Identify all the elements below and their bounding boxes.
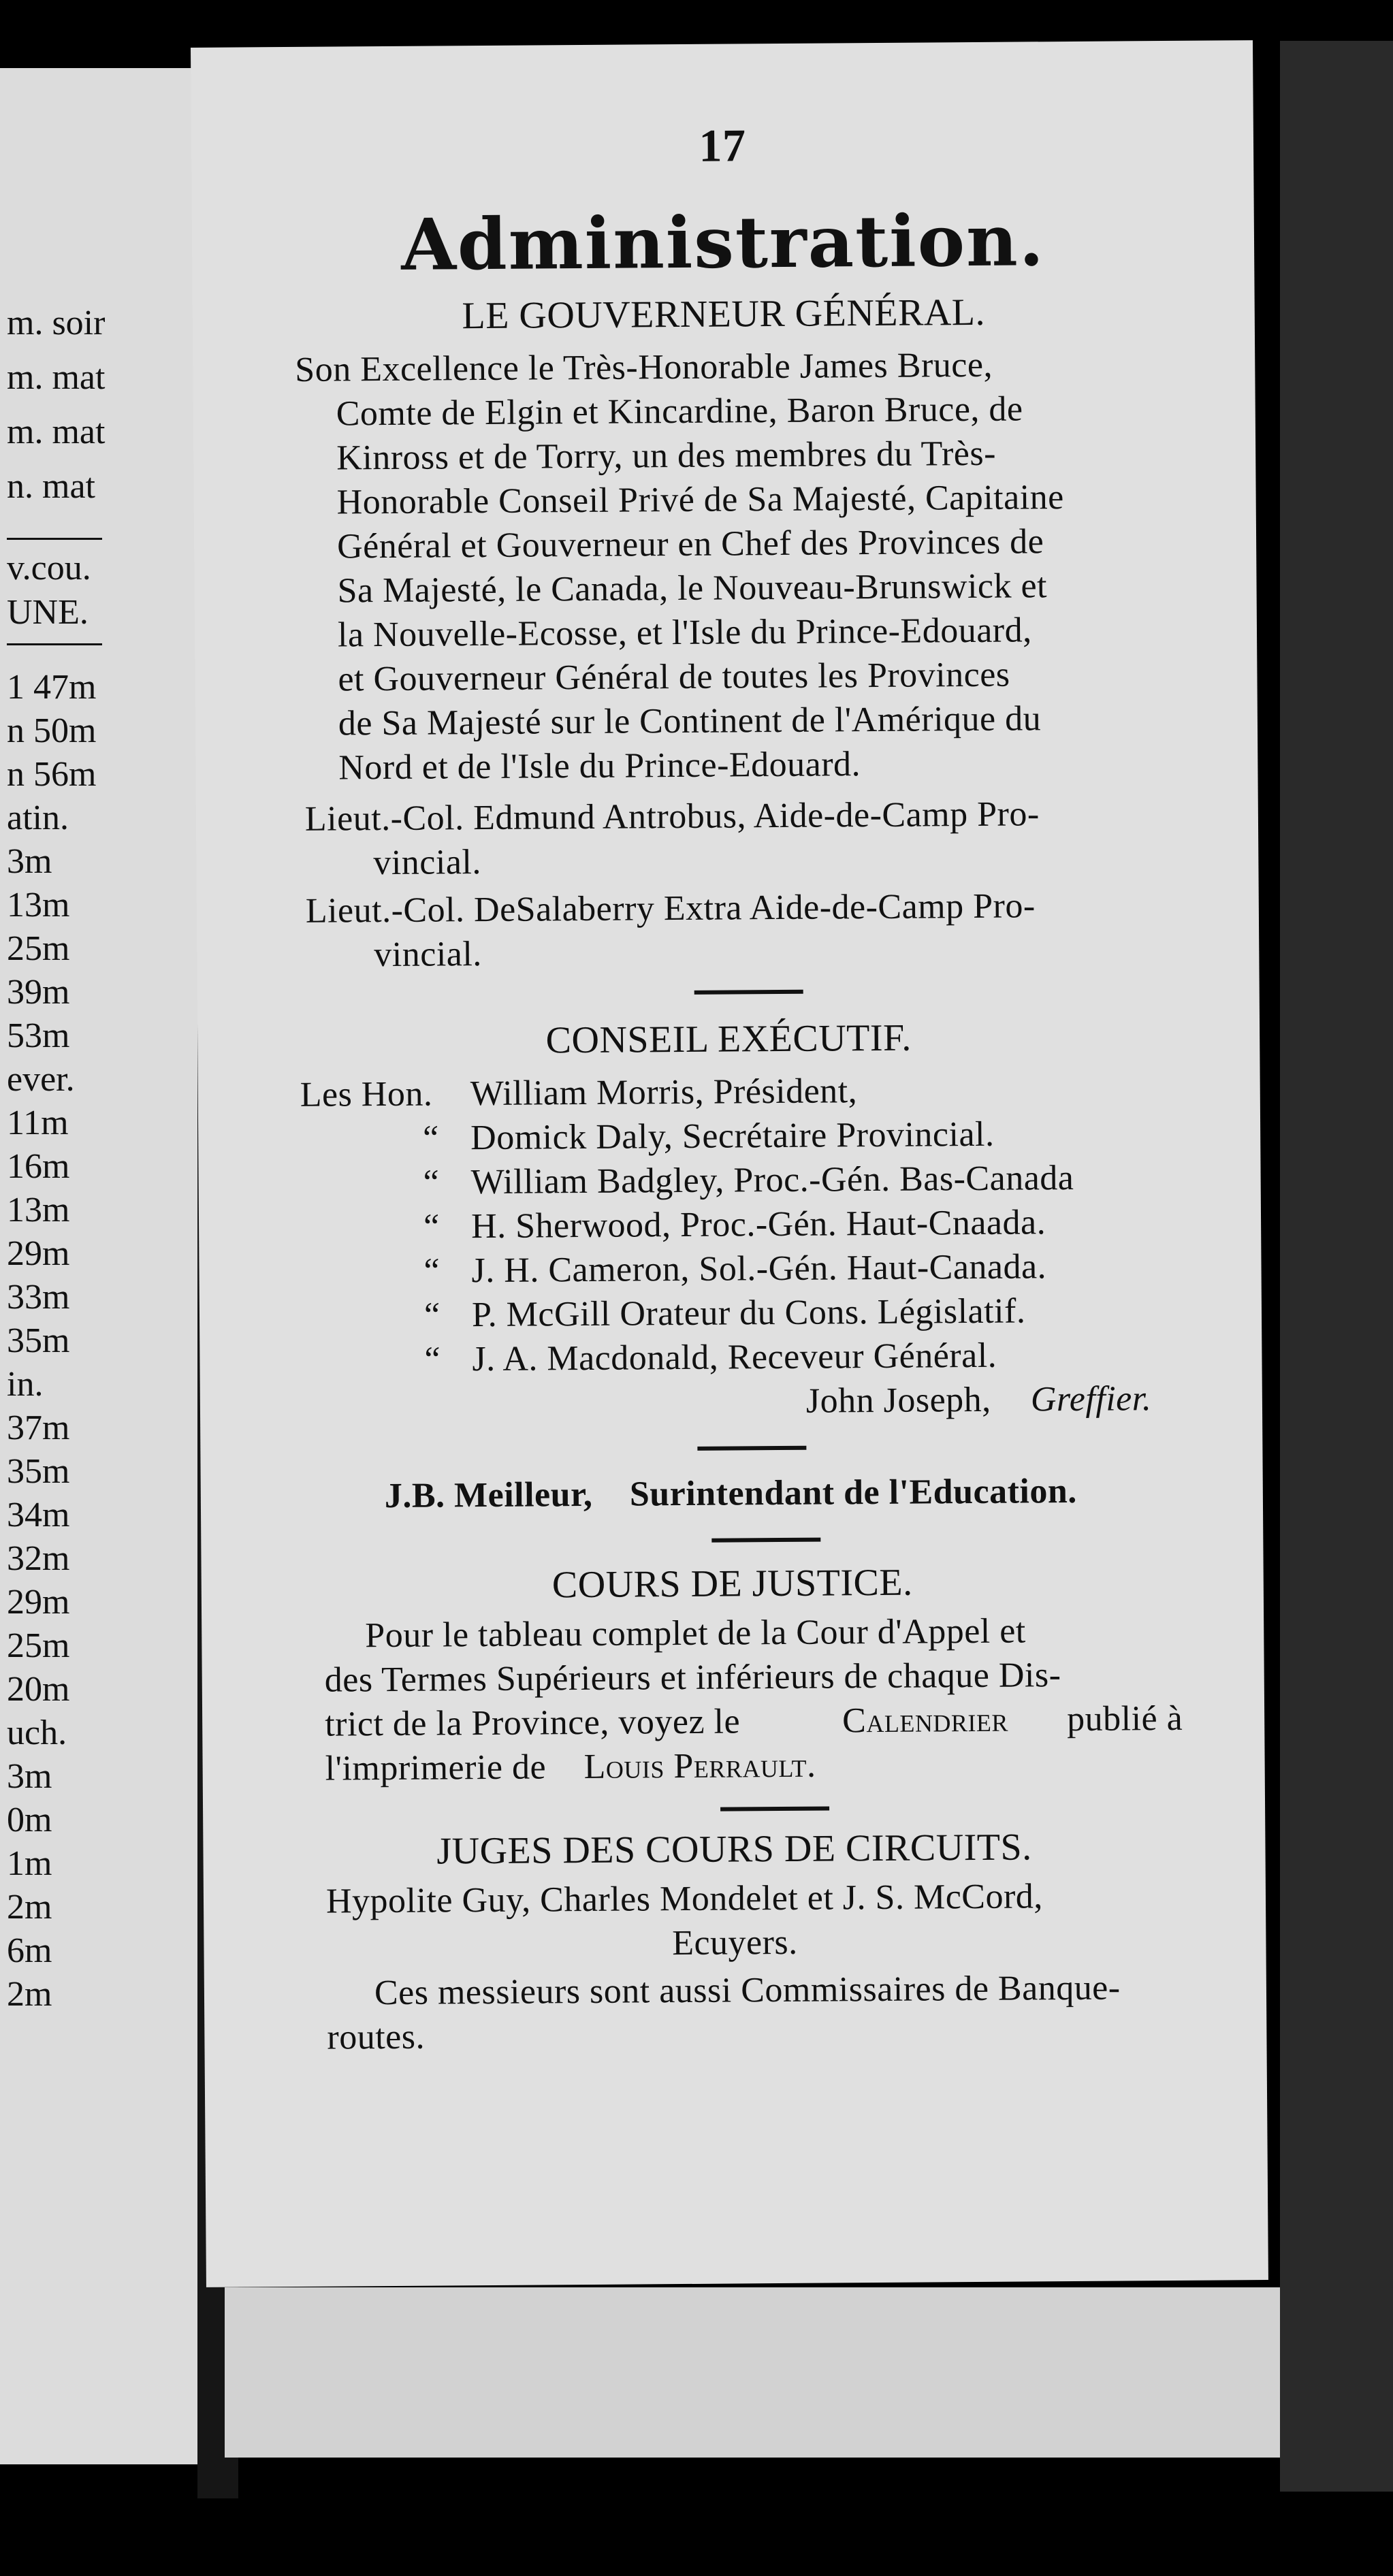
conseil-member: William Badgley, Proc.-Gén. Bas-Canada bbox=[470, 1158, 1074, 1202]
left-line: n 50m bbox=[7, 711, 97, 750]
greffier-title: Greffier. bbox=[1030, 1379, 1152, 1419]
left-line: uch. bbox=[7, 1713, 67, 1752]
conseil-member: Domick Daly, Secrétaire Provincial. bbox=[470, 1114, 995, 1158]
left-line: atin. bbox=[7, 799, 69, 837]
left-line: m. soir bbox=[7, 304, 106, 342]
left-line: 35m bbox=[7, 1452, 70, 1491]
left-line: 3m bbox=[7, 1757, 52, 1796]
left-line: 34m bbox=[7, 1496, 70, 1534]
left-line: 39m bbox=[7, 973, 70, 1012]
text-line: Comte de Elgin et Kincardine, Baron Bruce, de bbox=[336, 389, 1023, 434]
left-line: 0m bbox=[7, 1801, 52, 1839]
left-line: m. mat bbox=[7, 413, 106, 451]
left-line: 29m bbox=[7, 1583, 70, 1622]
calendrier-label: Calendrier bbox=[842, 1700, 1009, 1741]
text-line: Kinross et de Torry, un des membres du Très- bbox=[336, 434, 997, 478]
left-line: 25m bbox=[7, 1626, 70, 1665]
left-line: 3m bbox=[7, 842, 52, 881]
left-line: 13m bbox=[7, 1191, 70, 1229]
printer-name: Louis Perrault. bbox=[583, 1745, 816, 1787]
conseil-member: H. Sherwood, Proc.-Gén. Haut-Cnaada. bbox=[470, 1203, 1046, 1246]
left-rule bbox=[7, 538, 102, 540]
left-line: in. bbox=[7, 1365, 44, 1404]
page-title: Administration. bbox=[400, 198, 1046, 287]
text-line: de Sa Majesté sur le Continent de l'Amérique du bbox=[338, 699, 1042, 743]
left-line: 6m bbox=[7, 1931, 52, 1970]
ditto-mark: “ bbox=[422, 1118, 439, 1158]
text-line: Son Excellence le Très-Honorable James Bruce, bbox=[295, 345, 993, 389]
divider bbox=[697, 1446, 806, 1451]
left-line: 53m bbox=[7, 1016, 70, 1055]
aide-line: Lieut.-Col. DeSalaberry Extra Aide-de-Camp Pro- bbox=[305, 886, 1036, 931]
section-heading-juges: JUGES DES COURS DE CIRCUITS. bbox=[436, 1826, 1032, 1873]
ditto-mark: “ bbox=[424, 1340, 441, 1379]
ditto-mark: “ bbox=[423, 1163, 440, 1202]
education-title: Surintendant de l'Education. bbox=[629, 1471, 1077, 1514]
left-line: 32m bbox=[7, 1539, 70, 1578]
left-line: 2m bbox=[7, 1975, 52, 2014]
section-heading-conseil: CONSEIL EXÉCUTIF. bbox=[545, 1016, 912, 1062]
left-line: n. mat bbox=[7, 467, 95, 506]
aide-line: vincial. bbox=[373, 843, 482, 883]
text-line: l'imprimerie de bbox=[325, 1748, 547, 1788]
divider bbox=[694, 990, 803, 995]
left-line: 37m bbox=[7, 1408, 70, 1447]
text-line: Honorable Conseil Privé de Sa Majesté, Capitaine bbox=[336, 478, 1064, 522]
left-line: 1m bbox=[7, 1844, 52, 1883]
text-line: Nord et de l'Isle du Prince-Edouard. bbox=[338, 745, 861, 788]
section-heading-gouverneur: LE GOUVERNEUR GÉNÉRAL. bbox=[462, 291, 986, 338]
text-line: la Nouvelle-Ecosse, et l'Isle du Prince-Edouard, bbox=[337, 611, 1032, 655]
left-line: ever. bbox=[7, 1060, 75, 1099]
text-line: et Gouverneur Général de toutes les Provinces bbox=[338, 655, 1010, 699]
left-header: UNE. bbox=[7, 593, 89, 632]
conseil-member: P. McGill Orateur du Cons. Législatif. bbox=[471, 1291, 1026, 1335]
text-line: des Termes Supérieurs et inférieurs de chaque Dis- bbox=[324, 1656, 1061, 1700]
aide-line: Lieut.-Col. Edmund Antrobus, Aide-de-Camp Pro- bbox=[304, 794, 1040, 839]
main-page bbox=[191, 40, 1268, 2287]
text-line: Hypolite Guy, Charles Mondelet et J. S. McCord, bbox=[325, 1877, 1043, 1921]
page-fold bbox=[225, 2287, 1280, 2458]
left-line: m. mat bbox=[7, 358, 106, 397]
ditto-mark: “ bbox=[423, 1295, 441, 1335]
left-line: 13m bbox=[7, 886, 70, 924]
text-line: Ces messieurs sont aussi Commissaires de Banque- bbox=[374, 1968, 1121, 2013]
text-line: trict de la Province, voyez le bbox=[325, 1702, 741, 1744]
text-line: Ecuyers. bbox=[672, 1922, 798, 1963]
left-line: 20m bbox=[7, 1670, 70, 1709]
greffier-name: John Joseph, bbox=[805, 1380, 991, 1421]
page-number: 17 bbox=[699, 119, 746, 172]
book-edge bbox=[1280, 41, 1393, 2492]
left-line: 33m bbox=[7, 1278, 70, 1317]
text-line: Général et Gouverneur en Chef des Provinces de bbox=[336, 522, 1044, 566]
left-line: 29m bbox=[7, 1234, 70, 1273]
conseil-prefix: Les Hon. bbox=[300, 1074, 433, 1114]
text-line: Sa Majesté, le Canada, le Nouveau-Brunswick et bbox=[337, 566, 1048, 611]
left-line: 16m bbox=[7, 1147, 70, 1186]
left-header: v.cou. bbox=[7, 549, 91, 587]
left-line: 25m bbox=[7, 929, 70, 968]
text-line: Pour le tableau complet de la Cour d'Appel et bbox=[365, 1611, 1026, 1656]
conseil-member: William Morris, Président, bbox=[470, 1072, 858, 1114]
text-line: publié à bbox=[1066, 1698, 1183, 1739]
left-line: 1 47m bbox=[7, 668, 97, 707]
conseil-member: J. H. Cameron, Sol.-Gén. Haut-Canada. bbox=[471, 1247, 1047, 1291]
left-line: n 56m bbox=[7, 755, 97, 794]
divider bbox=[711, 1538, 820, 1543]
left-rule bbox=[7, 643, 102, 645]
conseil-member: J. A. Macdonald, Receveur Général. bbox=[472, 1336, 997, 1379]
left-page-fragment bbox=[0, 68, 225, 2464]
ditto-mark: “ bbox=[423, 1207, 440, 1246]
text-line: routes. bbox=[327, 2017, 426, 2057]
aide-line: vincial. bbox=[374, 935, 483, 975]
education-name: J.B. Meilleur, bbox=[384, 1475, 593, 1516]
left-line: 11m bbox=[7, 1104, 69, 1142]
ditto-mark: “ bbox=[423, 1251, 441, 1291]
left-line: 2m bbox=[7, 1888, 52, 1927]
section-heading-cours: COURS DE JUSTICE. bbox=[551, 1561, 913, 1607]
divider bbox=[720, 1807, 829, 1812]
left-line: 35m bbox=[7, 1321, 70, 1360]
